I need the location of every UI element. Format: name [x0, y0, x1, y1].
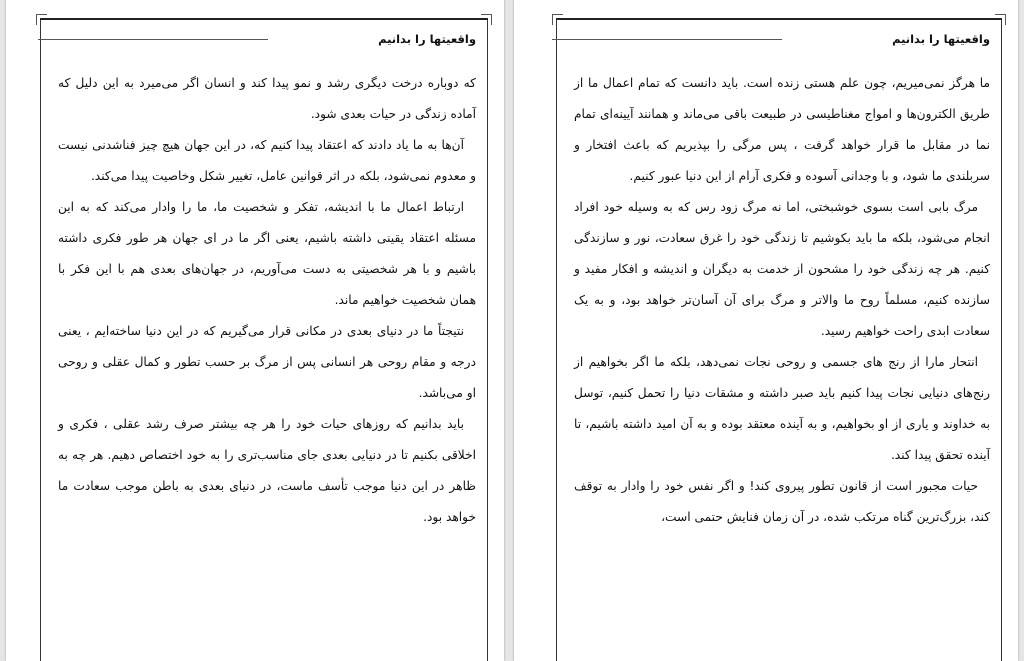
- page-header: [56, 32, 476, 46]
- running-header-title: واقعیتها را بدانیم: [378, 32, 476, 46]
- paragraph: ما هرگز نمی‌میریم، چون علم هستی زنده است. باید دانست که تمام اعمال ما از طریق الکترون‌ها و امواج مغناطیسی در طبیعت باقی می‌ماند و همانند آیینه‌ای تمام نما در مقابل ما قرار خواهد گرفت ، پس مرگی را بپذیریم که باعث افتخار و سربلندی ما شود، و با وجدانی آسوده و فکری آرام از این دنیا عبور کنیم.: [574, 76, 990, 183]
- paragraph: نتیجتاً ما در دنیای بعدی در مکانی قرار می‌گیریم که در این دنیا ساخته‌ایم ، یعنی درجه و مقام روحی هر انسانی پس از مرگ بر حسب تطور و کمال عقلی و روحی او می‌باشد.: [58, 324, 476, 400]
- page-body-text: [58, 68, 476, 533]
- paragraph: آن‌ها به ما یاد دادند که اعتقاد پیدا کنیم که، در این جهان هیچ چیز فناشدنی نیست و معدوم نمی‌شود، بلکه در اثر قوانین عامل، تغییر شکل وخاصیت پیدا می‌کند.: [58, 138, 476, 183]
- paragraph: مرگ بابی است بسوی خوشبختی، اما نه مرگ زود رس که به وسیله خود افراد انجام می‌شود، بلکه ما باید بکوشیم تا زندگی خود را غرق سعادت، نور و سازندگی کنیم. هر چه زندگی خود را مشحون از خدمت به دیگران و اندیشه و افکار مفید و سازنده کنیم، مسلماً روح ما والاتر و مرگ برای آن آسان‌تر خواهد بود، و به یک سعادت ابدی راحت خواهیم رسید.: [574, 200, 990, 338]
- paragraph: حیات مجبور است از قانون تطور پیروی کند! و اگر نفس خود را وادار به توقف کند، بزرگ‌ترین گناه مرتکب شده، در آن زمان فنایش حتمی است،: [574, 479, 990, 524]
- header-rule: [38, 39, 268, 40]
- header-rule: [552, 39, 782, 40]
- paragraph: که دوباره درخت دیگری رشد و نمو پیدا کند و انسان اگر می‌میرد به این دلیل که آماده زندگی در حیات بعدی شود.: [58, 76, 476, 121]
- document-page-2: [6, 0, 504, 661]
- document-page-1: [514, 0, 1018, 661]
- running-header-title: واقعیتها را بدانیم: [892, 32, 990, 46]
- paragraph: ارتباط اعمال ما با اندیشه، تفکر و شخصیت ما، ما را وادار می‌کند که به این مسئله اعتقاد یقینی داشته باشیم، یعنی اگر ما در ای جهان هر طور فکری داشته باشیم و با هر شخصیتی به دست می‌آوریم، در جهان‌های بعدی هم با این فکر با همان شخصیت خواهیم ماند.: [58, 200, 476, 307]
- page-header: [572, 32, 990, 46]
- page-body-text: [574, 68, 990, 533]
- paragraph: انتحار مارا از رنج های جسمی و روحی نجات نمی‌دهد، بلکه ما اگر بخواهیم از رنج‌های دنیایی نجات پیدا کنیم باید صبر داشته و مشقات دنیا را تحمل کنیم، توسل به خداوند و یاری از او بخواهیم، و به آینده معتقد بوده و به آن امید داشته باشیم، تا آینده تحقق پیدا کند.: [574, 355, 990, 462]
- paragraph: باید بدانیم که روزهای حیات خود را هر چه بیشتر صرف رشد عقلی ، فکری و اخلاقی بکنیم تا در دنیایی بعدی جای مناسب‌تری را به خود اختصاص دهیم. هر چه به ظاهر در این دنیا موجب تأسف ماست، در دنیای بعدی به باطن موجب سعادت ما خواهد بود.: [58, 417, 476, 524]
